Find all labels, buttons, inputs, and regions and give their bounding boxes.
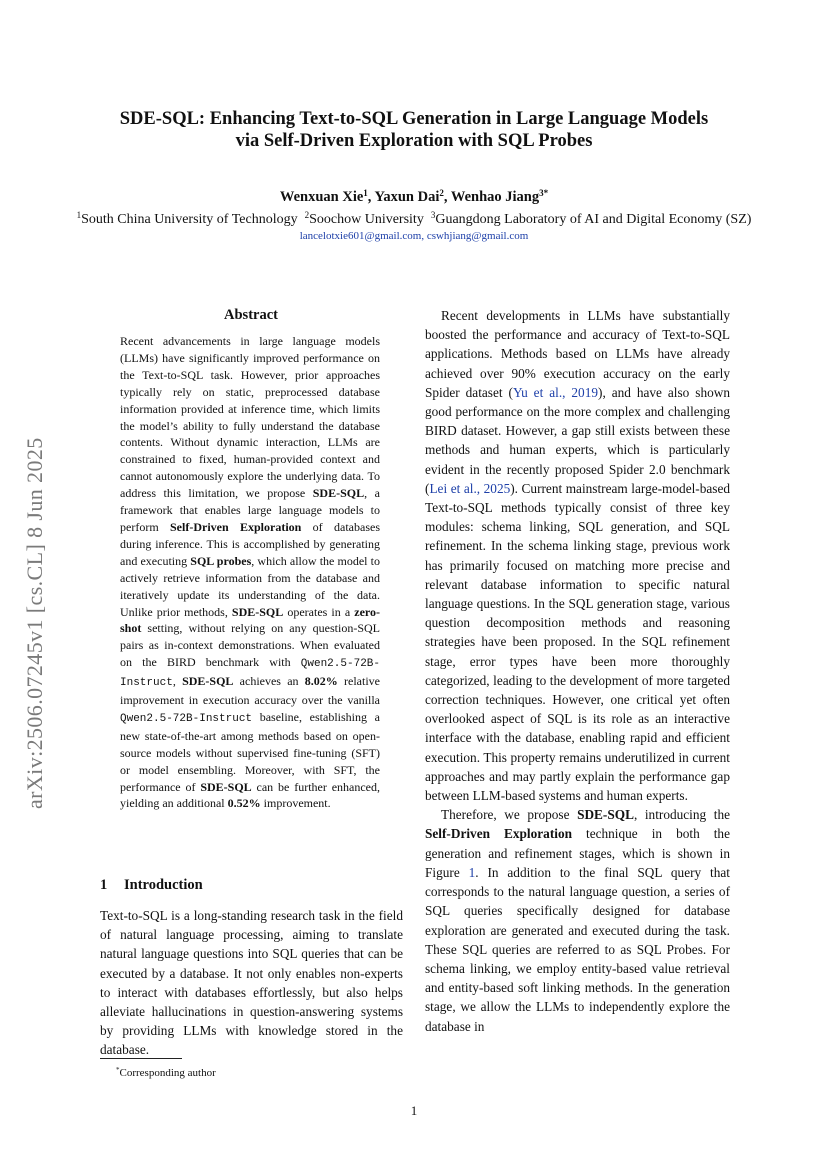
abstract-text: operates in a [283, 604, 355, 619]
abstract-text: achieves an [233, 674, 305, 689]
abstract-heading: Abstract [224, 307, 278, 323]
body-text: Therefore, we propose [441, 807, 578, 823]
affiliation: South China University of Technology [81, 212, 298, 227]
section-title: Introduction [124, 877, 203, 893]
abstract-code: Qwen2.5-72B-Instruct [120, 658, 380, 690]
page-number: 1 [410, 1103, 418, 1118]
footnote-divider [100, 1058, 182, 1059]
abstract-text: , [172, 674, 183, 689]
title-line-2: via Self-Driven Exploration with SQL Probes [235, 131, 593, 151]
author-affil-mark: 2 [439, 188, 444, 198]
abstract-text: of databases during inference. This is accomplished by generating and executing [120, 519, 380, 568]
footnote [116, 1063, 216, 1080]
body-bold: Self-Driven Exploration [425, 826, 572, 842]
abstract-text: Recent advancements in large language models (LLMs) have significantly improved performance on the Text-to-SQL task. However, prior approaches typically rely on static, preprocessed database information provided at inference time, which limits the model’s ability to fully understand the database contents. Without dynamic interaction, LLMs are constrained to fixed, human-provided context and cannot autonomously explore the underlying data. To address this limitation, we propose [120, 334, 380, 501]
abstract-bold: SDE-SQL [182, 674, 234, 689]
author-affil-mark: 1 [363, 188, 368, 198]
footnote-mark: * [116, 1066, 120, 1074]
abstract-bold: Self-Driven Exploration [170, 519, 302, 534]
abstract-text: setting, without relying on any question-SQL pairs as in-context demonstrations. When evaluated on the BIRD benchmark with [120, 621, 380, 670]
body-text: , introducing the [633, 807, 730, 823]
abstract-bold: SDE-SQL [200, 779, 252, 794]
abstract-text: can be further enhanced, yielding an additional [120, 779, 381, 811]
abstract-bold: SDE-SQL [312, 486, 365, 501]
body-paragraph [425, 805, 730, 1035]
author-name: Wenhao Jiang [450, 189, 540, 205]
abstract-text: relative improvement in execution accuracy over the vanilla [120, 674, 380, 708]
body-text: technique in both the generation and refinement stages, which is shown in Figure [425, 826, 730, 880]
affil-mark: 3 [430, 210, 436, 220]
body-text: ), and have also shown good performance on the more complex and challenging BIRD dataset. However, a gap still exists between these methods and human experts, which is particularly evident in the recently proposed Spider 2.0 benchmark ( [425, 384, 730, 496]
intro-paragraph: Text-to-SQL is a long-standing research task in the field of natural language processing, aiming to translate natural language questions into SQL queries that can be executed by a database. It not only enables non-experts to interact with databases effortlessly, but also helps alleviate hallucinations in question-answering systems by providing LLMs with knowledge stored in the database. [100, 908, 403, 1058]
author-name: Wenxuan Xie [279, 189, 364, 205]
body-bold: SDE-SQL [577, 807, 634, 823]
abstract-bold: zero-shot [120, 604, 381, 636]
abstract-text: , a framework that enables large language models to perform [120, 486, 380, 534]
author-separator: , [443, 189, 451, 205]
affiliations [0, 205, 828, 230]
title-line-1: SDE-SQL: Enhancing Text-to-SQL Generation in Large Language Models [119, 109, 709, 129]
abstract-code: Qwen2.5-72B-Instruct [120, 712, 253, 725]
affiliation: Soochow University [309, 212, 424, 227]
author-list [0, 183, 828, 207]
section-heading-introduction [100, 876, 203, 894]
body-paragraph [425, 306, 730, 805]
footnote-text: Corresponding author [119, 1067, 216, 1079]
citation-link[interactable]: Lei et al., 2025 [429, 480, 511, 496]
section-number: 1 [100, 877, 108, 893]
affiliation: Guangdong Laboratory of AI and Digital Economy (SZ) [435, 212, 752, 227]
paper-title [0, 108, 828, 152]
abstract-text: baseline, establishing a new state-of-the-art among methods based on open-source models without supervised fine-tuning (SFT) or model ensembling. Moreover, with SFT, the performance of [120, 709, 380, 794]
abstract-body [120, 333, 380, 812]
body-text: Recent developments in LLMs have substantially boosted the performance and accuracy of Text-to-SQL applications. Methods based on LLMs have already achieved over 90% execution accuracy on the early Spider dataset ( [425, 308, 730, 400]
body-text: . In addition to the final SQL query that corresponds to the natural language question, a series of SQL queries specifically designed for database exploration are generated and executed during the task. These SQL queries are referred to as SQL Probes. For schema linking, we employ entity-based value retrieval and entity-based soft linking methods. In the generation stage, we allow the LLMs to independently explore the database in [425, 864, 730, 1034]
abstract-text: , which allow the model to actively retrieve information from the database and iteratively update its understanding of the data. Unlike prior methods, [120, 553, 380, 619]
right-column [425, 306, 730, 1036]
body-text: ). Current mainstream large-model-based Text-to-SQL methods typically consist of three key modules: schema linking, SQL generation, and SQL refinement. In the schema linking stage, previous work has primarily focused on matching more precise and relevant database information to specific natural language questions. In the SQL generation stage, various question decomposition methods and reasoning strategies have been proposed. In the SQL refinement stage, error types have been more thoroughly categorized, leading to the development of more targeted correction techniques. However, one critical yet often overlooked aspect of SQL is its role as an interactive interface with the database, enabling rapid and efficient execution. This property remains underutilized in current approaches and may partly explain the performance gap between LLM-based systems and human experts. [425, 480, 730, 804]
author-name: Yaxun Dai [374, 189, 440, 205]
abstract-bold: SDE-SQL [231, 604, 284, 619]
arxiv-identifier: arXiv:2506.07245v1 [cs.CL] 8 Jun 2025 [22, 437, 47, 809]
abstract-text: improvement. [260, 796, 331, 811]
citation-link[interactable]: Yu et al., 2019 [512, 384, 599, 400]
abstract-bold: 0.52% [227, 796, 261, 811]
figure-reference-link[interactable]: 1 [468, 864, 476, 880]
affil-mark: 2 [304, 210, 310, 220]
affil-mark: 1 [76, 210, 82, 220]
abstract-bold: 8.02% [304, 674, 338, 689]
author-affil-mark: 3* [539, 188, 549, 198]
abstract-bold: SQL probes [190, 553, 252, 568]
author-emails[interactable]: lancelotxie601@gmail.com, cswhjiang@gmail.com [299, 230, 529, 242]
author-separator: , [367, 189, 375, 205]
